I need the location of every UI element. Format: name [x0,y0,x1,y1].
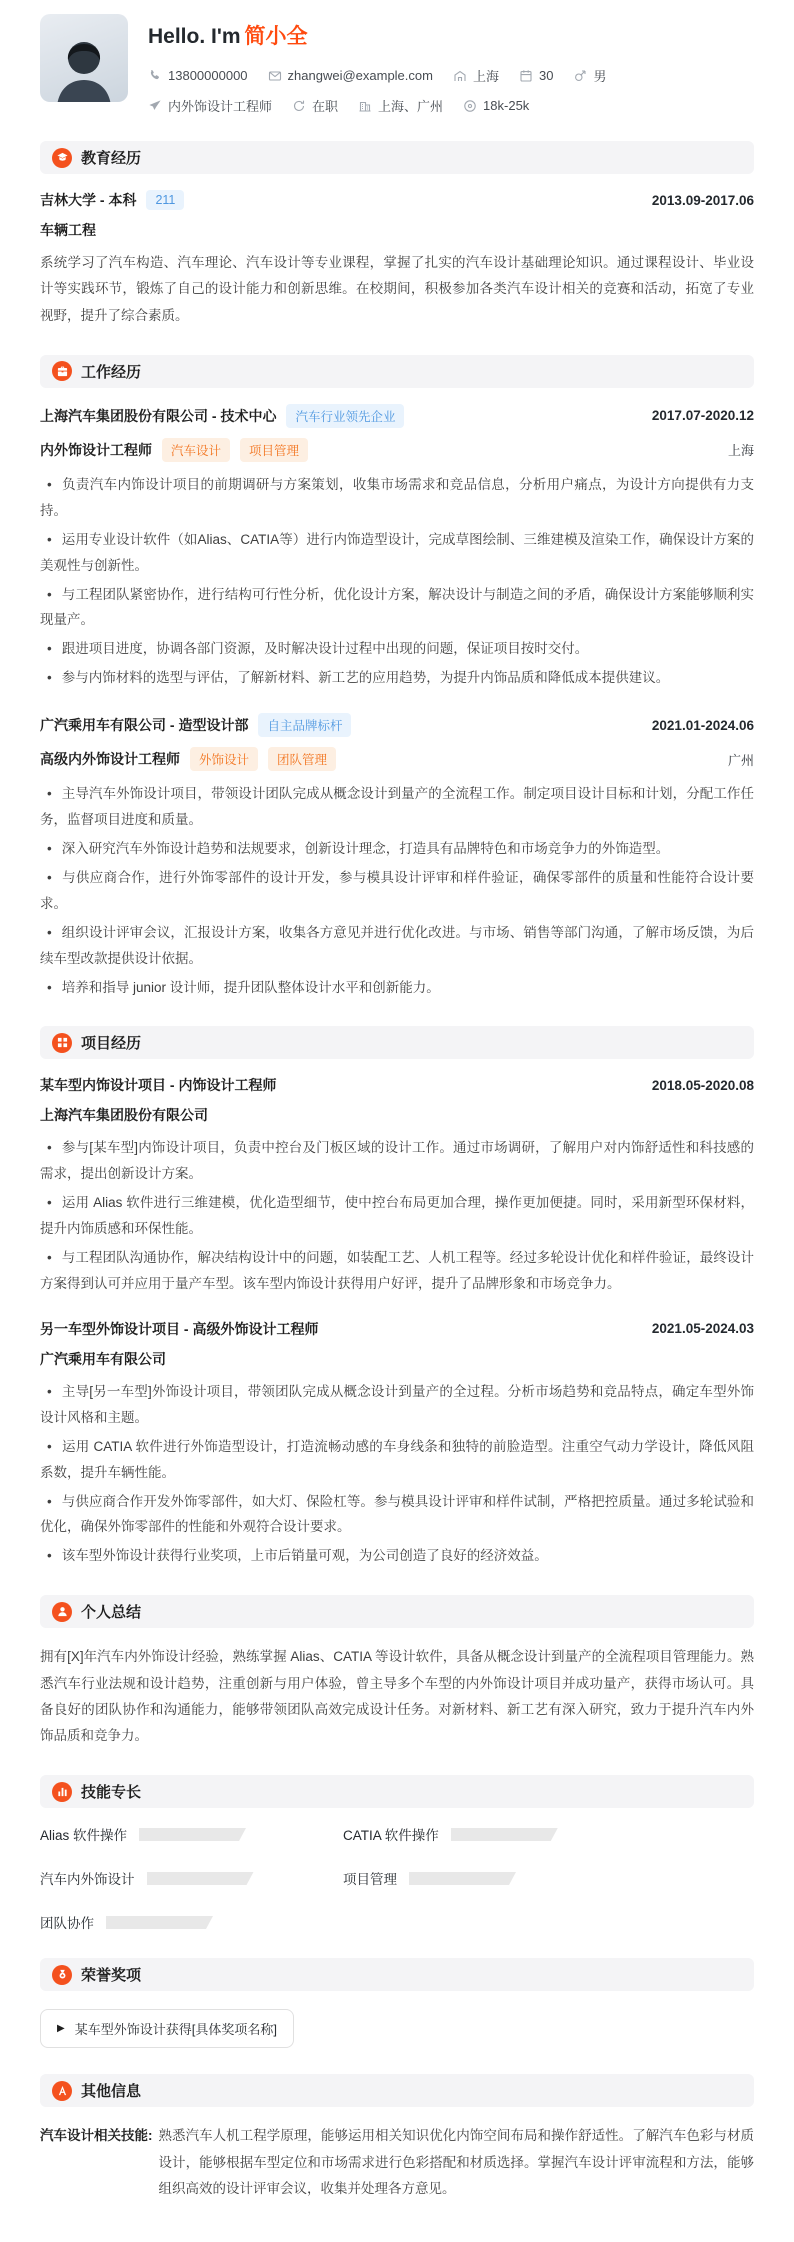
job-bullets [40,472,754,691]
salary-icon [463,99,477,113]
job-tag: 外饰设计 [190,747,258,771]
contact-text: 在职 [312,99,339,114]
award-item[interactable] [40,2009,294,2048]
section-title: 技能专长 [81,1784,142,1802]
bullet-dot-icon: • [47,531,52,547]
phone-icon [148,69,162,83]
section-work [40,355,754,1001]
job-title: 高级内外饰设计工程师 [40,751,180,768]
bullet-dot-icon: • [47,979,52,995]
info-icon [52,2081,72,2101]
age-icon [519,69,533,83]
avatar-silhouette-icon [49,32,119,102]
medal-icon [52,1965,72,1985]
skill-name: 团队协作 [40,1916,94,1932]
bullet-dot-icon: • [47,1548,52,1564]
section-honors [40,1958,754,2048]
bullet-dot-icon: • [47,786,52,802]
briefcase-icon [52,361,72,381]
company-badge: 自主品牌标杆 [258,713,351,737]
company-badge: 汽车行业领先企业 [286,404,404,428]
location-icon [453,69,467,83]
skill-name: CATIA 软件操作 [343,1828,439,1844]
bullet-item: • 与工程团队紧密协作，进行结构可行性分析，优化设计方案，解决设计与制造之间的矛盾，确保设计方案能够顺利实现量产。 [40,582,754,634]
bullet-dot-icon: • [47,1383,52,1399]
contact-text: 30 [538,68,554,83]
job-tag: 汽车设计 [162,438,230,462]
award-text: 某车型外饰设计获得[具体奖项名称] [74,2022,277,2038]
project-entry [40,1075,754,1296]
job-tags [162,438,308,462]
skill-item [343,1824,754,1844]
bullet-item: • 该车型外饰设计获得行业奖项，上市后销量可观，为公司创造了良好的经济效益。 [40,1543,754,1569]
contact-text: 男 [593,69,607,84]
contact-row-1 [148,66,754,85]
contact-item [292,96,338,115]
project-bullets [40,1135,754,1296]
honors-section-header [40,1958,754,1991]
bullet-dot-icon: • [47,586,52,602]
expand-triangle-icon: ▶ [57,2022,65,2034]
contact-item [358,96,443,115]
skill-name: 汽车内外饰设计 [40,1872,135,1888]
bullet-dot-icon: • [47,476,52,492]
skill-name: 项目管理 [343,1872,397,1888]
project-entries [40,1075,754,1569]
job-bullets [40,781,754,1000]
section-education [40,141,754,329]
honor-list [40,2007,754,2048]
work-date: 2017.07-2020.12 [651,408,754,424]
bullet-dot-icon: • [47,869,52,885]
gender-icon [573,69,587,83]
skill-item [343,1868,754,1888]
contact-text: 13800000000 [168,68,248,83]
bullet-item: • 主导汽车外饰设计项目，带领设计团队完成从概念设计到量产的全流程工作。制定项目设计目标和计划，分配工作任务，监督项目进度和质量。 [40,781,754,833]
project-company: 上海汽车集团股份有限公司 [40,1107,208,1124]
skill-item [40,1912,343,1932]
bullet-item: • 参与内饰材料的选型与评估，了解新材料、新工艺的应用趋势，为提升内饰品质和降低成本提供建议。 [40,665,754,691]
bar-chart-icon [52,1782,72,1802]
bullet-item: • 运用专业设计软件（如Alias、CATIA等）进行内饰造型设计，完成草图绘制、三维建模及渲染工作，确保设计方案的美观性与创新性。 [40,527,754,579]
job-tag: 项目管理 [240,438,308,462]
job-location: 广州 [727,752,754,768]
contact-text: zhangwei@example.com [287,68,433,83]
contact-item [268,68,433,83]
page-title [148,20,754,50]
other-info-row [40,2123,754,2202]
bullet-item: • 主导[另一车型]外饰设计项目，带领团队完成从概念设计到量产的全过程。分析市场趋势和竞品特点，确定车型外饰设计风格和主题。 [40,1379,754,1431]
contact-item [148,96,272,115]
bullet-item: • 与供应商合作，进行外饰零部件的设计开发，参与模具设计评审和样件验证，确保零部件的质量和性能符合设计要求。 [40,865,754,917]
summary-text: 拥有[X]年汽车内外饰设计经验，熟练掌握 Alias、CATIA 等设计软件，具备从概念设计到量产的全流程项目管理能力。熟悉汽车行业法规和设计趋势，注重创新与用户体验，曾主导多个车型的内外饰设计项目并成功量产，获得市场认可。具备良好的团队协作和沟通能力，能够带领团队高效完成设计任务。对新材料、新工艺有深入研究，致力于提升汽车内外饰品质和竞争力。 [40,1649,754,1744]
summary-section-header [40,1595,754,1628]
skill-item [40,1868,343,1888]
section-title: 项目经历 [81,1035,142,1053]
bullet-dot-icon: • [47,1250,52,1266]
job-title: 内外饰设计工程师 [40,441,152,458]
greeting-text: Hello. I'm [148,25,241,48]
bullet-dot-icon: • [47,1140,52,1156]
section-summary [40,1595,754,1749]
contact-row-2 [148,96,754,115]
candidate-name: 简小全 [244,25,308,48]
contact-item [453,66,499,85]
graduation-cap-icon [52,148,72,168]
other-section-header [40,2074,754,2107]
section-other [40,2074,754,2202]
bullet-dot-icon: • [47,641,52,657]
project-name: 另一车型外饰设计项目 - 高级外饰设计工程师 [40,1320,319,1337]
bullet-dot-icon: • [47,841,52,856]
section-title: 荣誉奖项 [81,1967,142,1985]
work-entry [40,713,754,1000]
contact-item [519,68,553,83]
bullet-dot-icon: • [47,1195,52,1211]
education-section-header [40,141,754,174]
skill-name: Alias 软件操作 [40,1828,128,1844]
bullet-item: • 运用 Alias 软件进行三维建模，优化造型细节，使中控台布局更加合理，操作更加便捷。同时，采用新型环保材料，提升内饰质感和环保性能。 [40,1190,754,1242]
skill-bar-track [409,1872,516,1885]
skill-bar-track [451,1828,558,1841]
job-tag: 团队管理 [268,747,336,771]
work-entry [40,404,754,691]
bullet-dot-icon: • [47,924,52,940]
bullet-dot-icon: • [47,1438,52,1454]
city-icon [358,99,372,113]
bullet-item: • 与供应商合作开发外饰零部件，如大灯、保险杠等。参与模具设计评审和样件试制，严格把控质量。通过多轮试验和优化，确保外饰零部件的性能和外观符合设计要求。 [40,1489,754,1541]
school-name: 吉林大学 - 本科 [40,192,137,208]
project-name: 某车型内饰设计项目 - 内饰设计工程师 [40,1077,277,1094]
bullet-item: • 运用 CATIA 软件进行外饰造型设计，打造流畅动感的车身线条和独特的前脸造型。注重空气动力学设计，降低风阻系数，提升车辆性能。 [40,1434,754,1486]
section-title: 教育经历 [81,150,142,167]
section-title: 个人总结 [81,1604,142,1622]
projects-section-header [40,1026,754,1059]
skill-bar-track [106,1916,213,1929]
work-section-header [40,355,754,388]
company-name: 上海汽车集团股份有限公司 - 技术中心 [40,407,277,424]
skill-bar-track [139,1828,246,1841]
bullet-item: • 跟进项目进度，协调各部门资源，及时解决设计过程中出现的问题，保证项目按时交付。 [40,636,754,662]
section-title: 工作经历 [81,363,142,381]
status-icon [292,99,306,113]
folder-grid-icon [52,1033,72,1053]
skill-bar-track [147,1872,254,1885]
bullet-item: • 深入研究汽车外饰设计趋势和法规要求，创新设计理念，打造具有品牌特色和市场竞争力的外饰造型。 [40,836,754,862]
skill-item [40,1824,343,1844]
bullet-dot-icon: • [47,670,52,686]
bullet-item: • 参与[某车型]内饰设计项目，负责中控台及门板区域的设计工作。通过市场调研，了解用户对内饰舒适性和科技感的需求，提出创新设计方案。 [40,1135,754,1187]
skills-section-header [40,1775,754,1808]
contact-item [573,66,606,85]
position-icon [148,99,162,113]
bullet-item: • 负责汽车内饰设计项目的前期调研与方案策划，收集市场需求和竞品信息，分析用户痛点，为设计方向提供有力支持。 [40,472,754,524]
section-skills [40,1775,754,1932]
job-location: 上海 [727,443,754,459]
school-badge: 211 [146,190,184,210]
contact-text: 上海、广州 [378,99,444,114]
contact-item [463,98,529,113]
company-name: 广汽乘用车有限公司 - 造型设计部 [40,717,249,734]
education-date: 2013.09-2017.06 [651,192,754,208]
project-entry [40,1319,754,1569]
section-title: 其他信息 [81,2083,142,2101]
project-company: 广汽乘用车有限公司 [40,1350,166,1367]
project-date: 2018.05-2020.08 [651,1077,754,1093]
mail-icon [268,69,282,83]
education-description: 系统学习了汽车构造、汽车理论、汽车设计等专业课程，掌握了扎实的汽车设计基础理论知识。通过课程设计、毕业设计等实践环节，锻炼了自己的设计能力和创新思维。在校期间，积极参加各类汽车设计相关的竞赛和活动，拓宽了专业视野，提升了综合素质。 [40,255,754,323]
project-bullets [40,1379,754,1569]
user-icon [52,1602,72,1622]
contact-text: 上海 [472,69,499,84]
bullet-item: • 组织设计评审会议，汇报设计方案，收集各方意见并进行优化改进。与市场、销售等部门沟通，了解市场反馈，为后续车型改款提供设计依据。 [40,920,754,972]
contact-text: 18k-25k [483,98,530,113]
bullet-item: • 与工程团队沟通协作，解决结构设计中的问题，如装配工艺、人机工程等。经过多轮设计优化和样件验证，最终设计方案得到认可并应用于量产车型。该车型内饰设计获得用户好评，提升了品牌形象和市场竞争力。 [40,1245,754,1297]
other-info-text: 熟悉汽车人机工程学原理，能够运用相关知识优化内饰空间布局和操作舒适性。了解汽车色彩与材质设计，能够根据车型定位和市场需求进行色彩搭配和材质选择。掌握汽车设计评审流程和方法，能够组织高效的设计评审会议，收集并处理各方意见。 [158,2128,754,2197]
header-info [148,14,754,115]
job-tags [190,747,336,771]
major-name: 车辆工程 [40,222,96,238]
work-entries [40,404,754,1001]
contact-item [148,68,248,83]
resume-header [40,12,754,115]
project-date: 2021.05-2024.03 [651,1321,754,1337]
other-info-label: 汽车设计相关技能: [40,2128,153,2144]
avatar-photo [40,14,128,102]
work-date: 2021.01-2024.06 [651,717,754,733]
bullet-item: • 培养和指导 junior 设计师，提升团队整体设计水平和创新能力。 [40,975,754,1001]
section-projects [40,1026,754,1569]
skills-grid [40,1824,754,1932]
bullet-dot-icon: • [47,1493,52,1509]
contact-text: 内外饰设计工程师 [168,99,273,114]
